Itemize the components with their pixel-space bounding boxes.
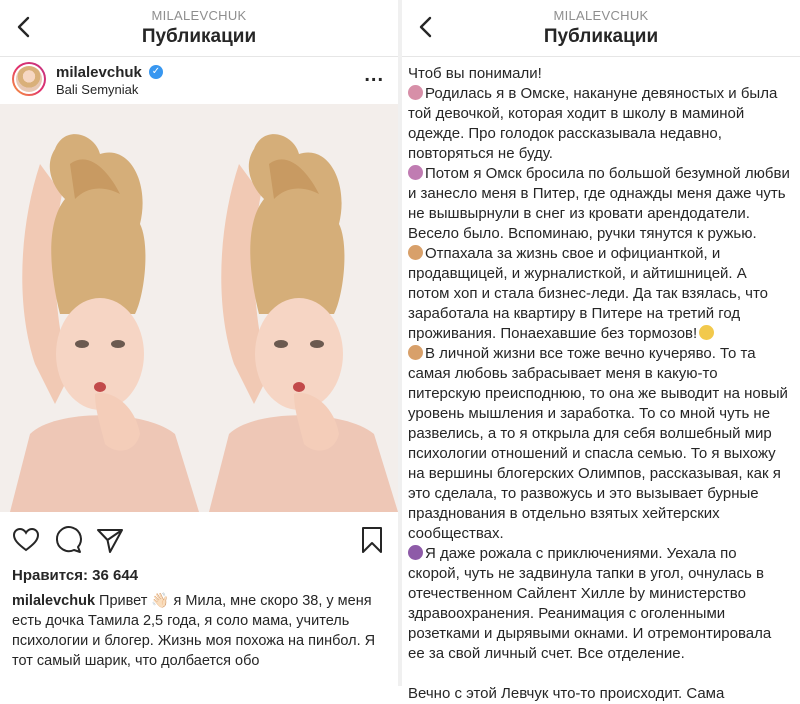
post-photo[interactable] [0, 104, 398, 512]
woman-raising-hand-emoji-icon [408, 85, 423, 100]
woman-portrait-image [0, 104, 199, 512]
more-options-button[interactable]: ... [364, 64, 384, 86]
bookmark-icon [358, 526, 386, 554]
like-button[interactable] [12, 526, 40, 554]
paragraph: Отпахала за жизнь свое и официанткой, и продавщицей, и журналисткой, и айтишницей. А потом хоп и стала бизнес-леди. Да так взялась, что заработала на квартиру в Питере на третий год проживания. Понаехавшие без тормозов! [408, 245, 769, 342]
verified-badge-icon: ✓ [149, 65, 163, 79]
photo-right-half [199, 104, 398, 512]
top-nav [0, 0, 398, 57]
profile-handle: MILALEVCHUK [553, 8, 649, 23]
page-title: Публикации [543, 26, 659, 47]
paragraph: Вечно с этой Левчук что-то происходит. Сама [408, 685, 725, 702]
pregnant-woman-emoji-icon [408, 545, 423, 560]
right-screen [402, 0, 800, 702]
caption-full-text [408, 64, 792, 704]
left-screen [0, 0, 398, 686]
share-button[interactable] [96, 526, 124, 554]
avatar[interactable] [12, 62, 46, 96]
photo-left-half [0, 104, 199, 512]
post-header [0, 58, 398, 104]
paragraph: Потом я Омск бросила по большой безумной любви и занесло меня в Питер, где однажды меня даже чуть не вышвырнули в снег из кровати арендодатели. Весело было. Вспоминаю, ручки тянутся к ружью. [408, 165, 790, 242]
woman-tipping-hand-emoji-icon [408, 245, 423, 260]
page-title: Публикации [141, 26, 257, 47]
post-actions [0, 520, 398, 560]
caption-username[interactable]: milalevchuk [12, 593, 96, 609]
screaming-face-emoji-icon [699, 325, 714, 340]
heart-icon [12, 526, 40, 554]
paper-plane-icon [96, 526, 124, 554]
paragraph-spacer [408, 664, 792, 684]
paragraph: Чтоб вы понимали! [408, 65, 542, 82]
save-button[interactable] [358, 526, 386, 554]
profile-handle: MILALEVCHUK [151, 8, 247, 23]
top-nav [402, 0, 800, 57]
woman-portrait-image [199, 104, 398, 512]
post-caption [12, 591, 388, 671]
woman-gesturing-emoji-icon [408, 345, 423, 360]
post-username[interactable]: milalevchuk [56, 64, 142, 81]
paragraph: Родилась я в Омске, накануне девяностых и была той девочкой, которая ходит в школу в маминой одежде. Про голодок рассказывала недавно, повторяться не буду. [408, 85, 778, 162]
paragraph: Я даже рожала с приключениями. Уехала по скорой, чуть не задвинула тапки в угол, очнулась в отечественном Сайлент Хилле by министерство здравоохранения. Реанимация с оголенными розетками и дырявыми окнами. И отремонтировала ее за свой личный счет. Все отделение. [408, 545, 772, 662]
paragraph: В личной жизни все тоже вечно кучеряво. То та самая любовь забрасывает меня в какую-то питерскую преисподнюю, то она же выводит на новый уровень мышления и заработка. То со мной чуть не развелись, а то я открыла для себя волшебный мир психологии отношений и спасла семью. То я выхожу на вершины блогерских Олимпов, рассказывая, как я это сделала, то развожусь и это вызывает бурные празднования в отдельно взятых хейтерских сообществах. [408, 345, 788, 542]
post-location[interactable]: Bali Semyniak [56, 82, 139, 97]
like-count[interactable]: Нравится: 36 644 [12, 567, 139, 584]
comment-icon [54, 526, 82, 554]
comment-button[interactable] [54, 526, 82, 554]
caption-text: Привет 👋🏻 я Мила, мне скоро 38, у меня есть дочка Тамила 2,5 года, я соло мама, учитель психологии и блогер. Жизнь моя похожа на пинбол. Я тот самый шарик, что долбается обо [12, 593, 376, 669]
woman-emoji-icon [408, 165, 423, 180]
